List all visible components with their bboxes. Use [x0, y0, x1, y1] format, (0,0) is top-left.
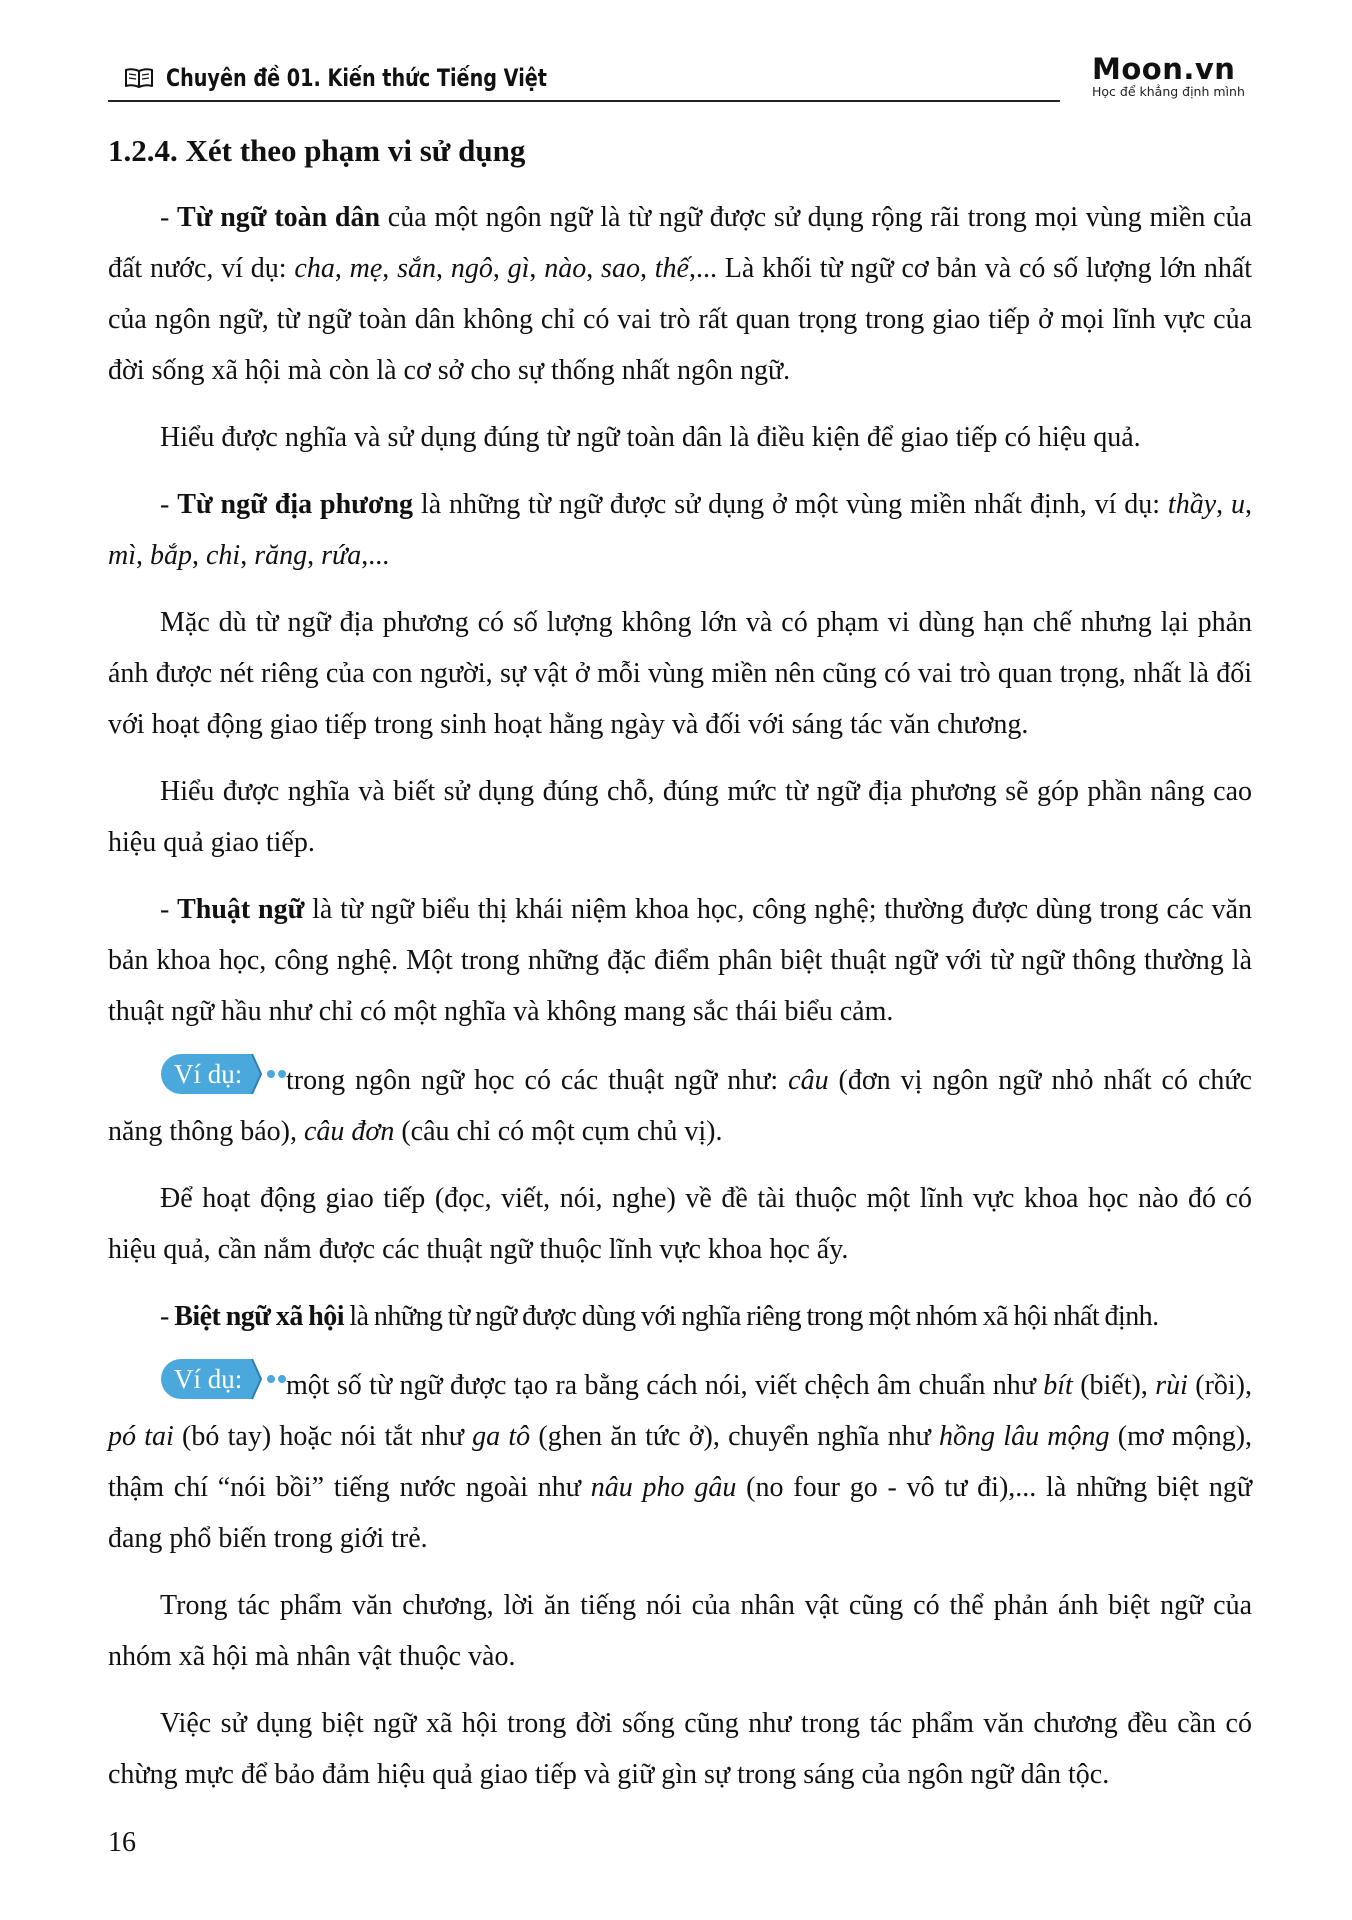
paragraph-thuat-ngu: - Thuật ngữ là từ ngữ biểu thị khái niệm khoa học, công nghệ; thường được dùng trong các văn bản khoa học, công nghệ. Một trong những đặc điểm phân biệt thuật ngữ với từ ngữ thông thường là thuật ngữ hầu như chỉ có một nghĩa và không mang sắc thái biểu cảm. [108, 894, 1252, 1027]
dots-icon [266, 1068, 288, 1080]
example-paragraph: Ví dụ: một số từ ngữ được tạo ra bằng cách nói, viết chệch âm chuẩn như bít (biết), rùi (rồi), pó tai (bó tay) hoặc nói tắt như ga tô (ghen ăn tức ở), chuyển nghĩa như hồng lâu mộng (mơ mộng), thậm chí “nói bồi” tiếng nước ngoài như nâu pho gâu (no four go - vô tư đi),... là những biệt ngữ đang phổ biến trong giới trẻ. [108, 1358, 1252, 1564]
page-number: 16 [108, 1827, 136, 1858]
example-badge: Ví dụ: [160, 1053, 262, 1095]
term-tu-ngu-dia-phuong: Từ ngữ địa phương [177, 489, 414, 520]
page-content [108, 118, 1252, 1816]
paragraph-tu-ngu-toan-dan: - Từ ngữ toàn dân của một ngôn ngữ là từ ngữ được sử dụng rộng rãi trong mọi vùng miền của đất nước, ví dụ: cha, mẹ, sắn, ngô, gì, nào, sao, thế,... Là khối từ ngữ cơ bản và có số lượng lớn nhất của ngôn ngữ, từ ngữ toàn dân không chỉ có vai trò rất quan trọng trong giao tiếp ở mọi lĩnh vực của đời sống xã hội mà còn là cơ sở cho sự thống nhất ngôn ngữ. [108, 202, 1253, 386]
paragraph-tu-ngu-dia-phuong: - Từ ngữ địa phương là những từ ngữ được sử dụng ở một vùng miền nhất định, ví dụ: thầy, u, mì, bắp, chi, răng, rứa,... [108, 489, 1253, 571]
header-title: Chuyên đề 01. Kiến thức Tiếng Việt [166, 64, 547, 92]
paragraph-biet-ngu-xa-hoi: - Biệt ngữ xã hội là những từ ngữ được dùng với nghĩa riêng trong một nhóm xã hội nhất định. [160, 1301, 1159, 1332]
paragraph: Để hoạt động giao tiếp (đọc, viết, nói, nghe) về đề tài thuộc một lĩnh vực khoa học nào đó có hiệu quả, cần nắm được các thuật ngữ thuộc lĩnh vực khoa học ấy. [108, 1183, 1252, 1265]
dots-icon [266, 1373, 288, 1385]
section-heading: 1.2.4. Xét theo phạm vi sử dụng [108, 133, 526, 168]
paragraph: Việc sử dụng biệt ngữ xã hội trong đời sống cũng như trong tác phẩm văn chương đều cần có chừng mực để bảo đảm hiệu quả giao tiếp và giữ gìn sự trong sáng của ngôn ngữ dân tộc. [108, 1708, 1252, 1790]
paragraph: Hiểu được nghĩa và sử dụng đúng từ ngữ toàn dân là điều kiện để giao tiếp có hiệu quả. [160, 422, 1141, 453]
paragraph: Trong tác phẩm văn chương, lời ăn tiếng nói của nhân vật cũng có thể phản ánh biệt ngữ của nhóm xã hội mà nhân vật thuộc vào. [108, 1590, 1252, 1672]
paragraph: Hiểu được nghĩa và biết sử dụng đúng chỗ, đúng mức từ ngữ địa phương sẽ góp phần nâng cao hiệu quả giao tiếp. [108, 776, 1252, 858]
page-header [108, 50, 1060, 104]
brand-logo [1092, 52, 1245, 100]
term-biet-ngu-xa-hoi: Biệt ngữ xã hội [174, 1301, 344, 1332]
example-paragraph: Ví dụ: trong ngôn ngữ học có các thuật ngữ như: câu (đơn vị ngôn ngữ nhỏ nhất có chức năng thông báo), câu đơn (câu chỉ có một cụm chủ vị). [108, 1053, 1252, 1157]
logo-name: Moon.vn [1092, 52, 1236, 86]
example-badge: Ví dụ: [160, 1358, 262, 1400]
header-divider [108, 100, 1060, 102]
term-tu-ngu-toan-dan: Từ ngữ toàn dân [177, 202, 381, 233]
book-icon [124, 66, 154, 90]
term-thuat-ngu: Thuật ngữ [177, 894, 305, 925]
paragraph: Mặc dù từ ngữ địa phương có số lượng không lớn và có phạm vi dùng hạn chế nhưng lại phản ánh được nét riêng của con người, sự vật ở mỗi vùng miền nên cũng có vai trò quan trọng, nhất là đối với hoạt động giao tiếp trong sinh hoạt hằng ngày và đối với sáng tác văn chương. [108, 607, 1252, 740]
logo-tagline: Học để khẳng định mình [1092, 84, 1245, 99]
